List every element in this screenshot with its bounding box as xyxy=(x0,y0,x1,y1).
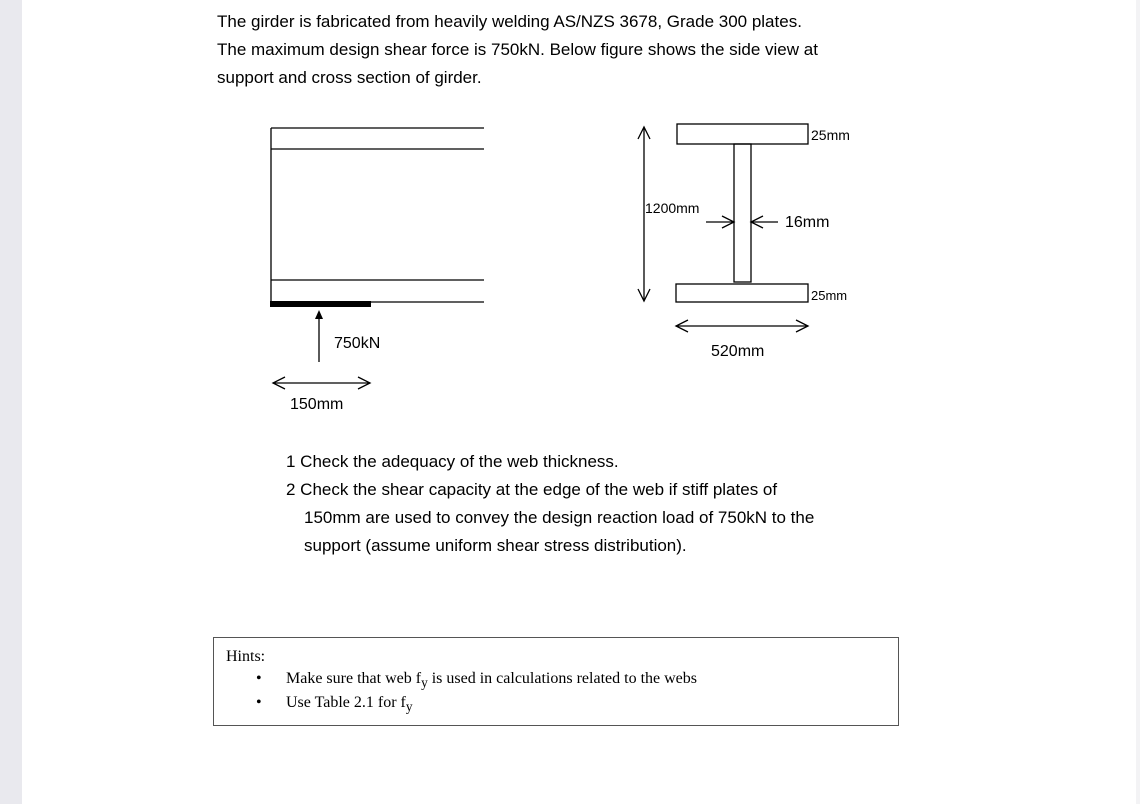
reaction-arrow-head xyxy=(315,310,323,319)
bullet-icon: • xyxy=(256,670,262,687)
bearing-width-label: 150mm xyxy=(290,396,344,413)
question-2-line-1: 2 Check the shear capacity at the edge of the web if stiff plates of xyxy=(286,480,778,499)
flange-width-label: 520mm xyxy=(711,343,765,360)
hint-2-subscript: y xyxy=(405,699,413,715)
cross-section xyxy=(638,124,808,332)
hints-box xyxy=(213,637,899,726)
intro-line-2: The maximum design shear force is 750kN. Below figure shows the side view at xyxy=(217,40,818,59)
hints-title: Hints: xyxy=(226,648,266,665)
hint-item-2 xyxy=(256,694,413,715)
web-thickness-label: 16mm xyxy=(785,214,830,231)
top-flange-thickness-label: 25mm xyxy=(811,127,850,143)
hint-1-text-suffix: is used in calculations related to the webs xyxy=(427,670,697,687)
question-2-line-2: 150mm are used to convey the design reaction load of 750kN to the xyxy=(304,508,815,527)
web-plate xyxy=(734,144,751,282)
intro-line-3: support and cross section of girder. xyxy=(217,68,482,87)
bearing-plate xyxy=(270,301,371,307)
girder-depth-label: 1200mm xyxy=(645,200,700,216)
hint-1-subscript: y xyxy=(421,675,428,691)
question-2-line-3: support (assume uniform shear stress distribution). xyxy=(304,536,687,555)
reaction-load-label: 750kN xyxy=(334,335,381,352)
bullet-icon: • xyxy=(256,694,262,711)
intro-line-1: The girder is fabricated from heavily welding AS/NZS 3678, Grade 300 plates. xyxy=(217,12,802,31)
bottom-flange-thickness-label: 25mm xyxy=(811,288,848,303)
question-list xyxy=(286,448,814,560)
hint-2-text: Use Table 2.1 for f xyxy=(286,694,406,711)
question-1: 1 Check the adequacy of the web thickness. xyxy=(286,452,619,471)
hint-1-text: Make sure that web f xyxy=(286,670,422,687)
hint-item-1 xyxy=(256,670,697,691)
top-flange xyxy=(677,124,808,144)
bottom-flange xyxy=(676,284,808,302)
